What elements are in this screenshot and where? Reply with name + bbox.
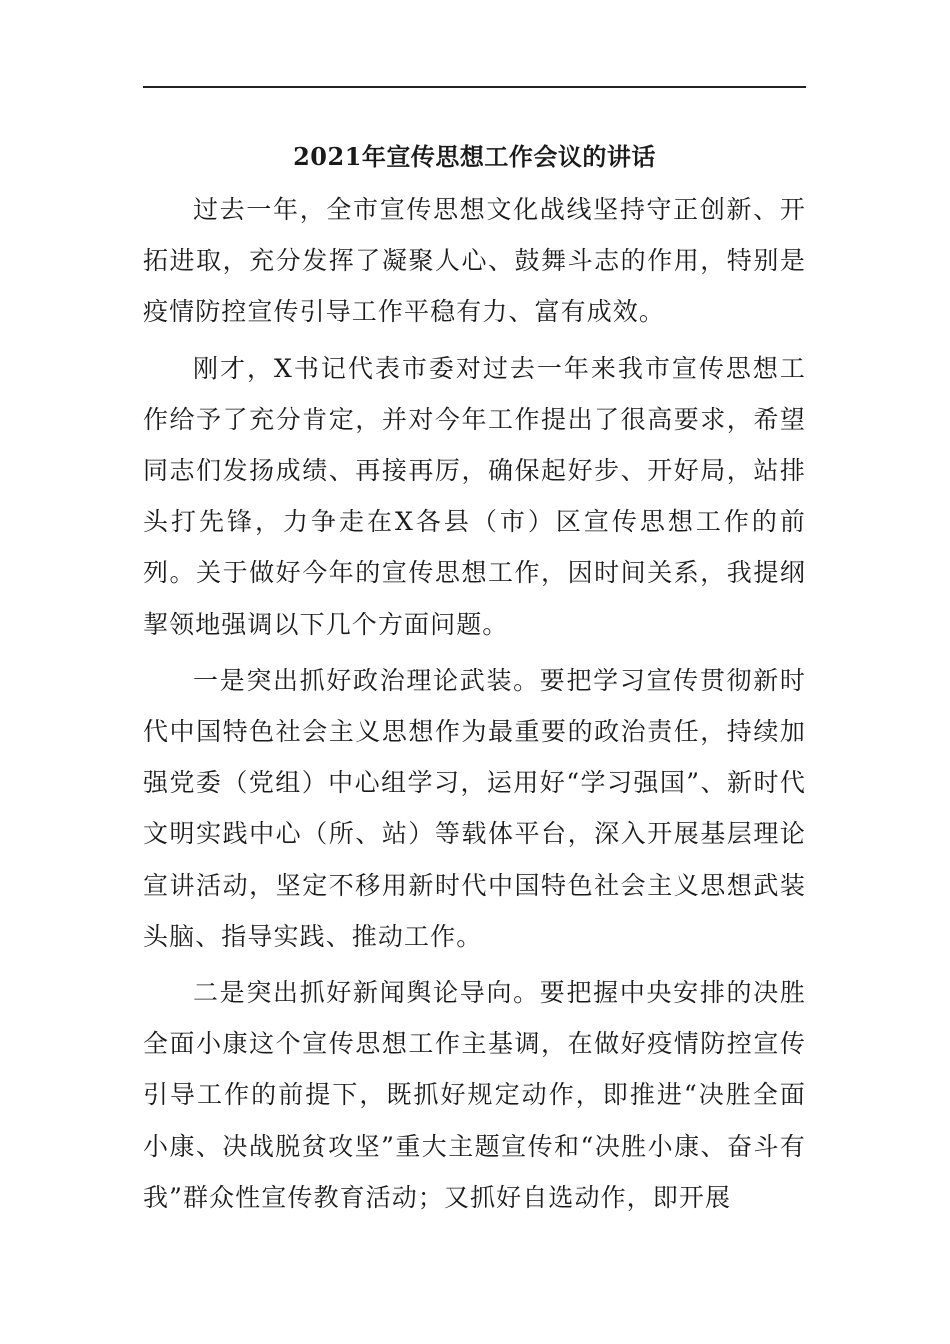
paragraph-1: 过去一年，全市宣传思想文化战线坚持守正创新、开拓进取，充分发挥了凝聚人心、鼓舞斗志的作用，特别是疫情防控宣传引导工作平稳有力、富有成效。	[143, 195, 806, 327]
paragraph-2: 刚才，X书记代表市委对过去一年来我市宣传思想工作给予了充分肯定，并对今年工作提出了很高要求，希望同志们发扬成绩、再接再厉，确保起好步、开好局，站排头打先锋，力争走在X各县（市）区宣传思想工作的前列。关于做好今年的宣传思想工作，因时间关系，我提纲挈领地强调以下几个方面问题。	[143, 353, 806, 639]
paragraph-4: 二是突出抓好新闻舆论导向。要把握中央安排的决胜全面小康这个宣传思想工作主基调，在做好疫情防控宣传引导工作的前提下，既抓好规定动作，即推进“决胜全面小康、决战脱贫攻坚”重大主题宣传和“决胜小康、奋斗有我”群众性宣传教育活动；又抓好自选动作，即开展	[143, 978, 806, 1212]
document-body	[143, 184, 806, 1228]
paragraph-3: 一是突出抓好政治理论武装。要把学习宣传贯彻新时代中国特色社会主义思想作为最重要的政治责任，持续加强党委（党组）中心组学习，运用好“学习强国”、新时代文明实践中心（所、站）等载体平台，深入开展基层理论宣讲活动，坚定不移用新时代中国特色社会主义思想武装头脑、指导实践、推动工作。	[143, 665, 806, 951]
document-title: 2021年宣传思想工作会议的讲话	[293, 142, 656, 171]
header-rule	[143, 86, 806, 88]
